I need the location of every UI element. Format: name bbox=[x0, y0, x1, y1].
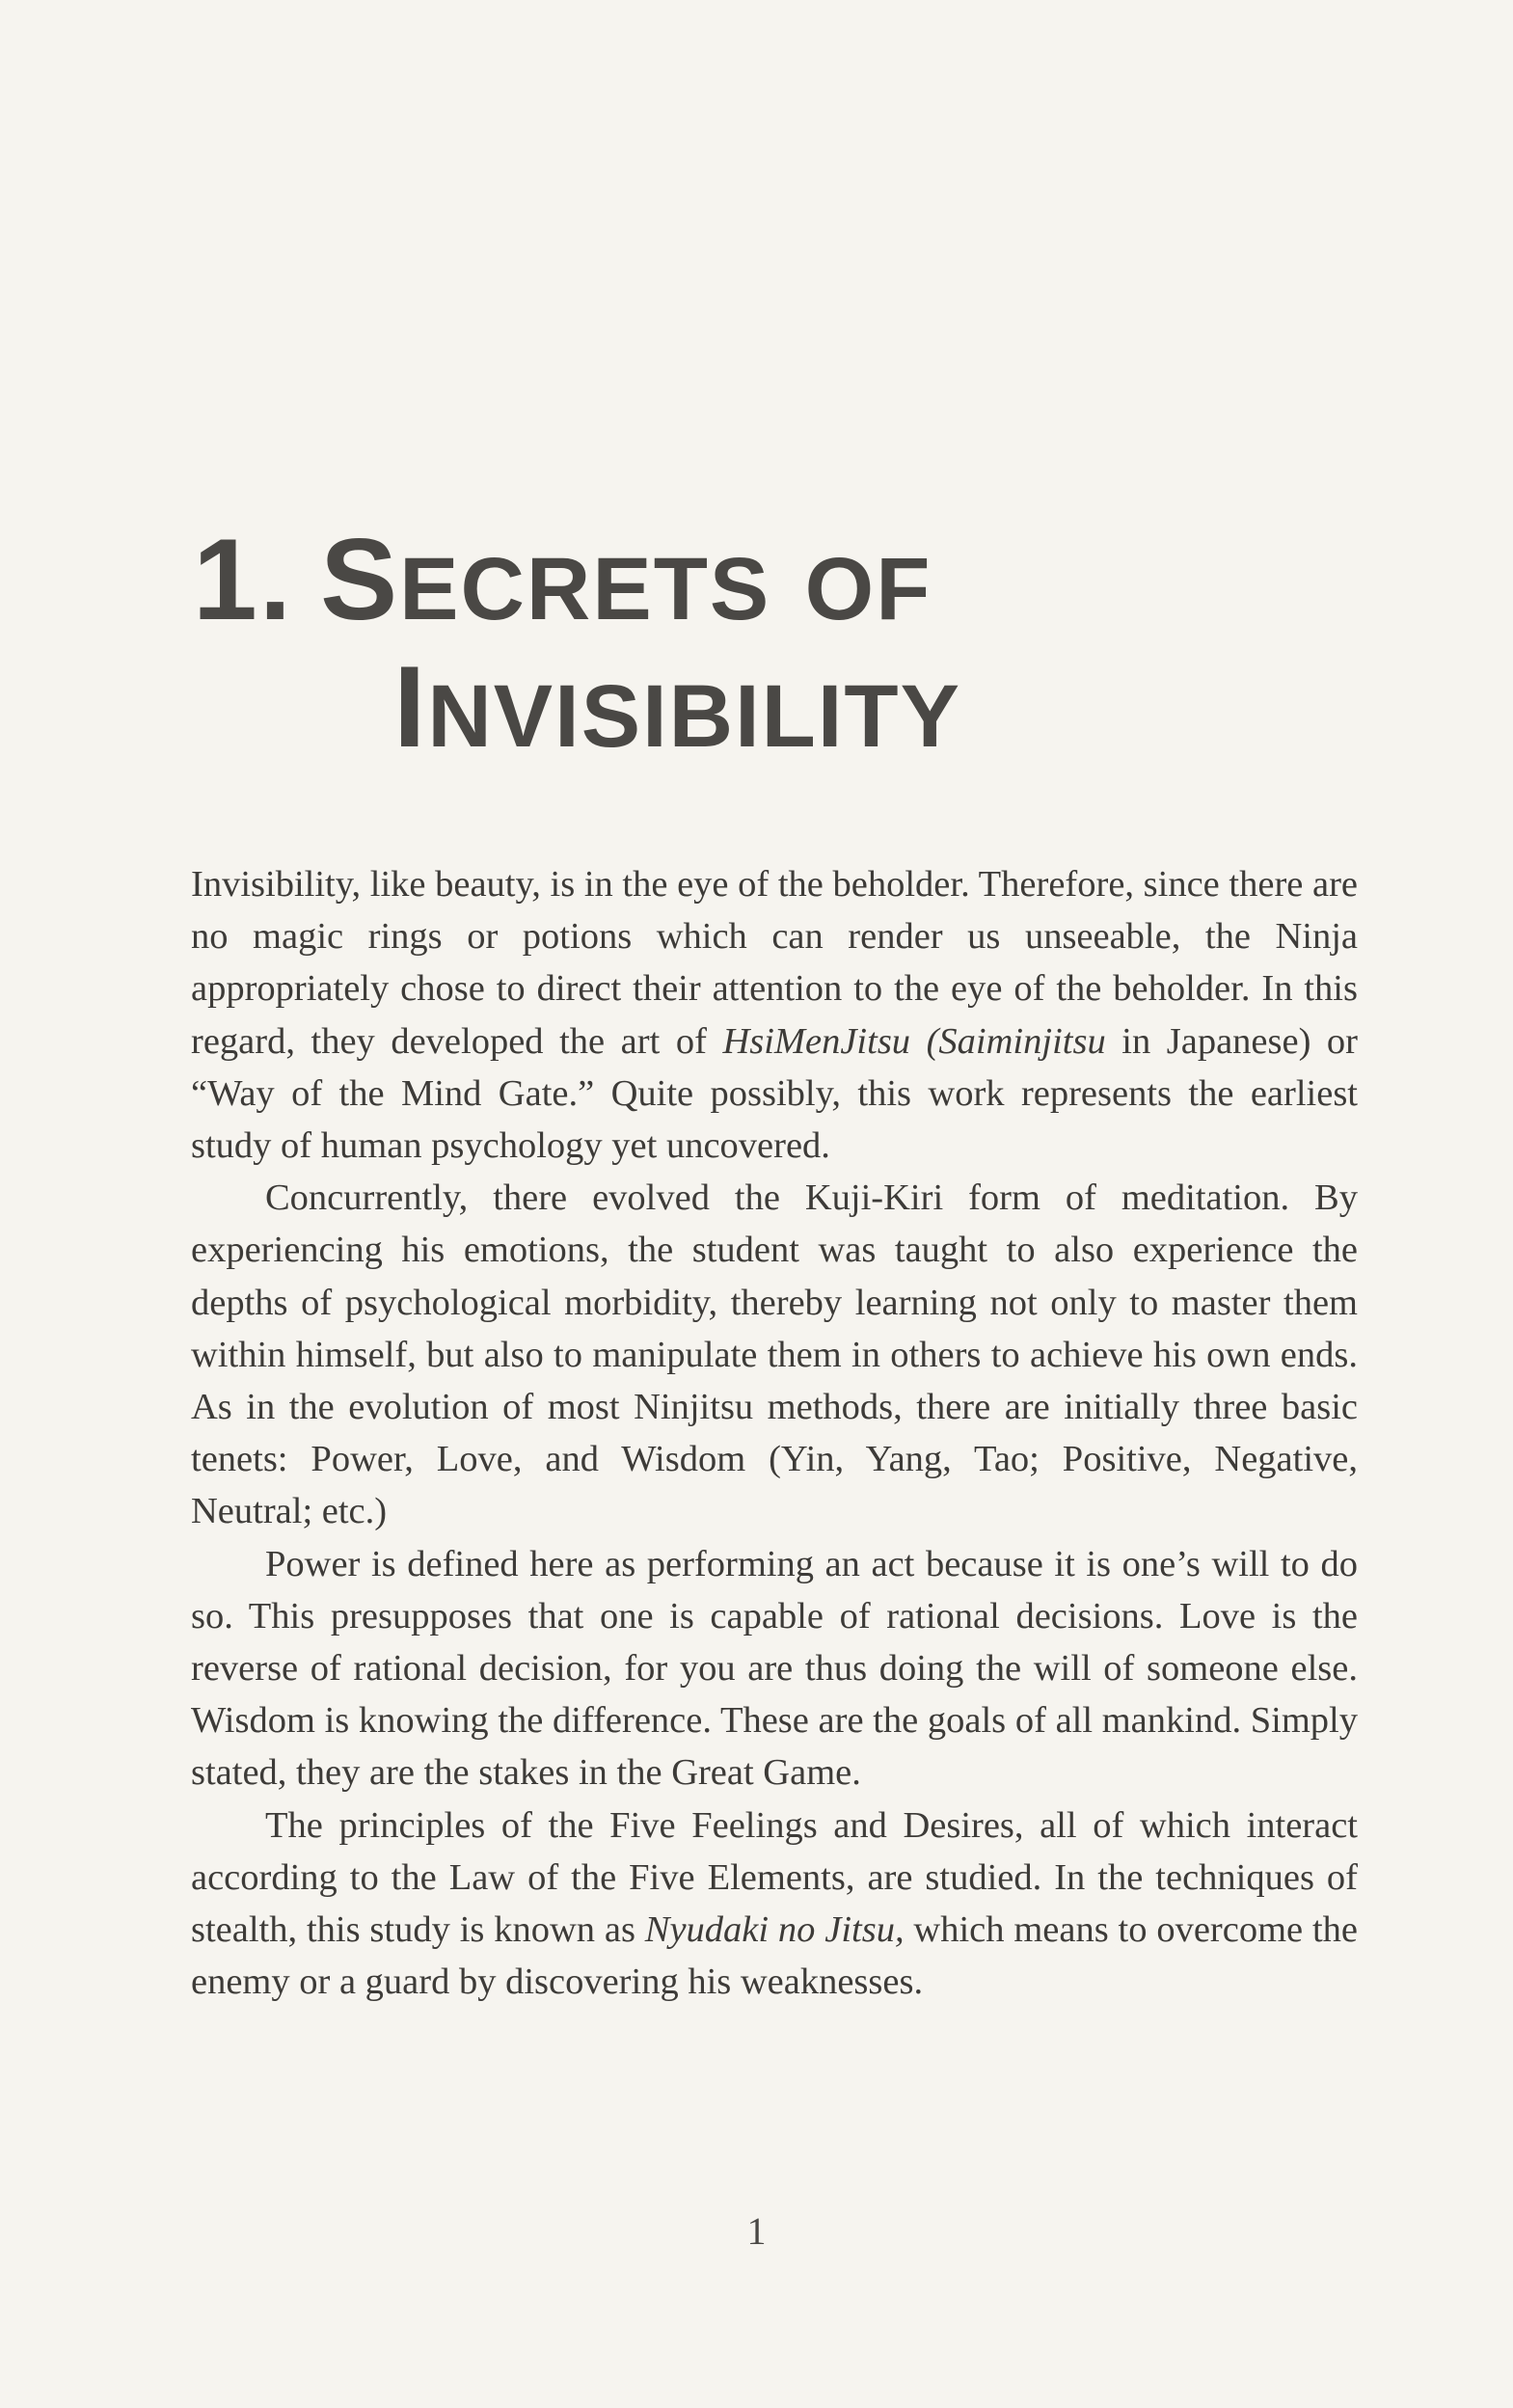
paragraph-4-italic: Nyudaki no Jitsu, bbox=[644, 1909, 905, 1951]
chapter-body bbox=[191, 858, 1358, 2008]
paragraph-2: Concurrently, there evolved the Kuji-Kiri form of meditation. By experiencing his emotions, the student was taught to also experience the depths of psychological morbidity, thereby learning not only to master them within himself, but also to manipulate them in others to achieve his own ends. As in the evolution of most Ninjitsu methods, there are initially three basic tenets: Power, Love, and Wisdom (Yin, Yang, Tao; Positive, Negative, Neutral; etc.) bbox=[191, 1177, 1358, 1532]
paragraph-4 bbox=[191, 1799, 1358, 2009]
page-number: 1 bbox=[746, 2209, 767, 2253]
paragraph-1-text-b: in Japanese) or “Way of the Mind Gate.” Quite possibly, this work represents the earliest study of human psychology yet uncovered. bbox=[191, 1020, 1359, 1167]
paragraph-3: Power is defined here as performing an act because it is one’s will to do so. This presupposes that one is capable of rational decisions. Love is the reverse of rational decision, for you are thus doing the will of someone else. Wisdom is knowing the difference. These are the goals of all mankind. Simply stated, they are the stakes in the Great Game. bbox=[191, 1543, 1358, 1794]
chapter-title bbox=[193, 515, 1157, 772]
paragraph-4-text-b: which means to overcome the enemy or a guard by discovering his weaknesses. bbox=[191, 1909, 1358, 2003]
paragraph-4-text-a: The principles of the Five Feelings and Desires, all of which interact according to the Law of the Five Elements, are studied. In the techniques of stealth, this study is known as bbox=[191, 1804, 1358, 1951]
title-initial-s: S bbox=[320, 515, 400, 645]
paragraph-1 bbox=[191, 858, 1358, 1172]
paragraph-1-italic: HsiMenJitsu (Saiminjitsu bbox=[722, 1020, 1106, 1062]
title-word-of: OF bbox=[804, 540, 932, 639]
chapter-title-line-1 bbox=[193, 515, 1157, 645]
title-word-secrets-rest: ECRETS bbox=[399, 540, 771, 639]
title-word-invisibility-rest: NVISIBILITY bbox=[427, 667, 961, 767]
chapter-number: 1. bbox=[193, 515, 294, 645]
chapter-title-line-2 bbox=[393, 642, 1157, 772]
title-initial-i: I bbox=[393, 642, 428, 772]
paragraph-1-text-a: Invisibility, like beauty, is in the eye of the beholder. Therefore, since there are no magic rings or potions which can render us unseeable, the Ninja appropriately chose to direct their attention to the eye of the beholder. In this regard, they developed the art of bbox=[191, 864, 1358, 1062]
